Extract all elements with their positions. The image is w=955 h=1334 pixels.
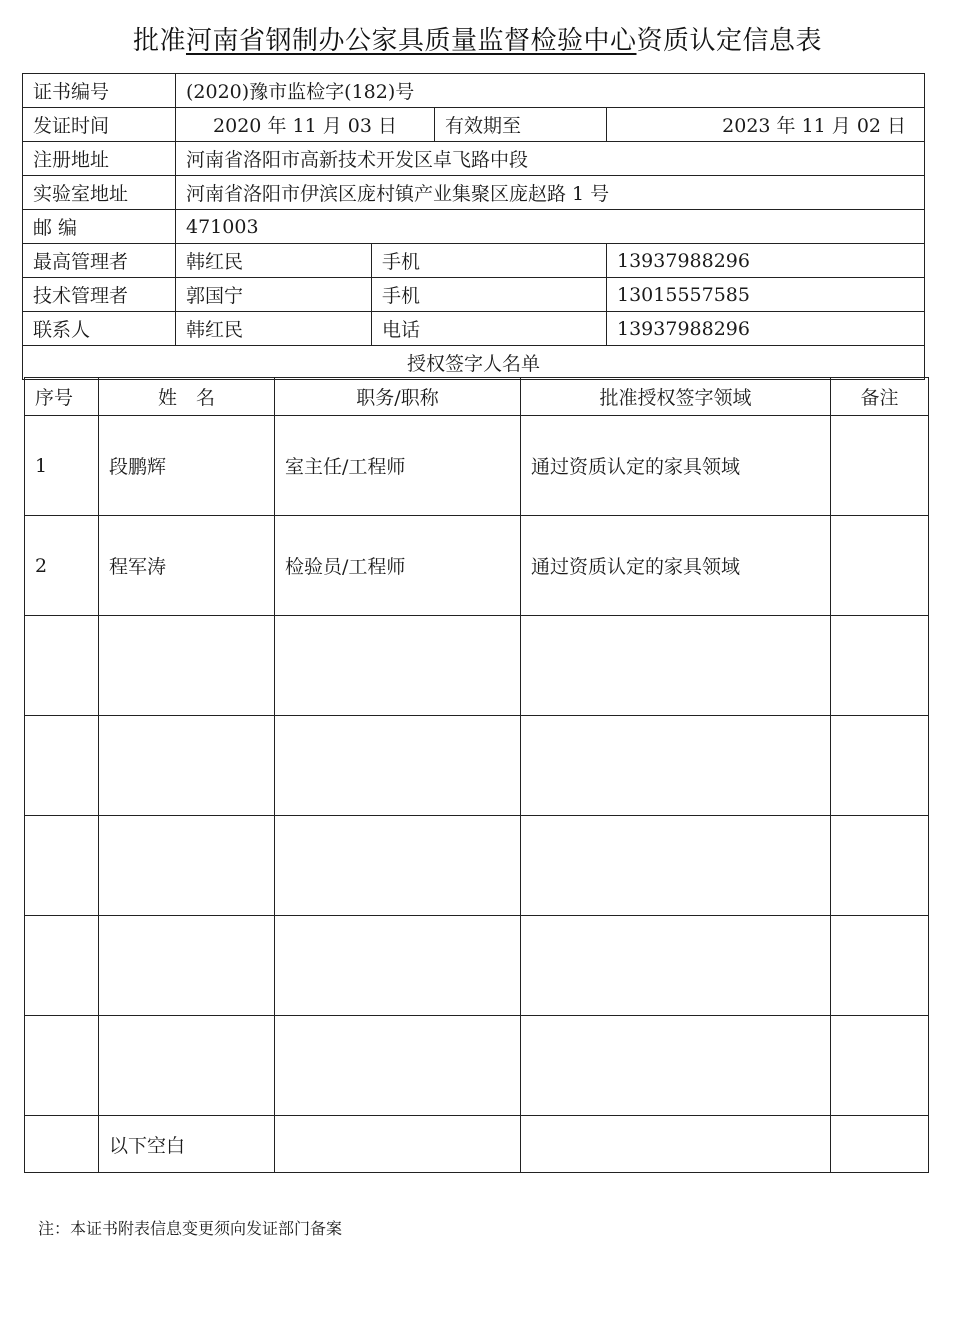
postcode-value: 471003 bbox=[176, 210, 925, 244]
tech-manager-label: 技术管理者 bbox=[23, 278, 176, 312]
cert-no-row bbox=[23, 74, 925, 108]
footnote: 注：本证书附表信息变更须向发证部门备案 bbox=[38, 1219, 343, 1238]
top-manager-phone-label: 手机 bbox=[372, 244, 607, 278]
valid-until-value: 2023 年 11 月 02 日 bbox=[607, 108, 925, 142]
contact-label: 联系人 bbox=[23, 312, 176, 346]
top-manager-row bbox=[23, 244, 925, 278]
header-name: 姓 名 bbox=[99, 378, 275, 416]
contact-value: 韩红民 bbox=[176, 312, 372, 346]
reg-address-label: 注册地址 bbox=[23, 142, 176, 176]
header-remark: 备注 bbox=[831, 378, 929, 416]
cert-no-label: 证书编号 bbox=[23, 74, 176, 108]
authorized-signers-table bbox=[24, 377, 929, 1173]
table-row-empty bbox=[25, 716, 929, 816]
table-row bbox=[25, 516, 929, 616]
end-marker-text: 以下空白 bbox=[99, 1116, 275, 1173]
signers-title-row bbox=[23, 346, 925, 380]
contact-phone-label: 电话 bbox=[372, 312, 607, 346]
tech-manager-row bbox=[23, 278, 925, 312]
issue-date-row bbox=[23, 108, 925, 142]
top-manager-label: 最高管理者 bbox=[23, 244, 176, 278]
title-organization: 河南省钢制办公家具质量监督检验中心 bbox=[185, 26, 637, 56]
valid-until-label: 有效期至 bbox=[435, 108, 607, 142]
top-manager-value: 韩红民 bbox=[176, 244, 372, 278]
tech-manager-phone-value: 13015557585 bbox=[607, 278, 925, 312]
contact-row bbox=[23, 312, 925, 346]
lab-address-value: 河南省洛阳市伊滨区庞村镇产业集聚区庞赵路 1 号 bbox=[176, 176, 925, 210]
signer-scope: 通过资质认定的家具领域 bbox=[521, 516, 831, 616]
signer-name: 程军涛 bbox=[99, 516, 275, 616]
table-row bbox=[25, 416, 929, 516]
signer-title: 检验员/工程师 bbox=[275, 516, 521, 616]
signer-scope: 通过资质认定的家具领域 bbox=[521, 416, 831, 516]
signer-no: 2 bbox=[25, 516, 99, 616]
signers-section-title: 授权签字人名单 bbox=[23, 346, 925, 380]
title-suffix: 资质认定信息表 bbox=[636, 26, 823, 56]
signer-name: 段鹏辉 bbox=[99, 416, 275, 516]
tech-manager-value: 郭国宁 bbox=[176, 278, 372, 312]
table-row-empty bbox=[25, 616, 929, 716]
top-manager-phone-value: 13937988296 bbox=[607, 244, 925, 278]
postcode-row bbox=[23, 210, 925, 244]
header-scope: 批准授权签字领域 bbox=[521, 378, 831, 416]
header-title: 职务/职称 bbox=[275, 378, 521, 416]
title-prefix: 批准 bbox=[132, 26, 186, 56]
signer-remark bbox=[831, 516, 929, 616]
contact-phone-value: 13937988296 bbox=[607, 312, 925, 346]
lab-address-row bbox=[23, 176, 925, 210]
qualification-info-table bbox=[22, 73, 925, 380]
tech-manager-phone-label: 手机 bbox=[372, 278, 607, 312]
table-row-empty bbox=[25, 1016, 929, 1116]
reg-address-value: 河南省洛阳市高新技术开发区卓飞路中段 bbox=[176, 142, 925, 176]
signers-header-row bbox=[25, 378, 929, 416]
table-row-end bbox=[25, 1116, 929, 1173]
issue-date-value: 2020 年 11 月 03 日 bbox=[176, 108, 435, 142]
header-no: 序号 bbox=[25, 378, 99, 416]
signer-no: 1 bbox=[25, 416, 99, 516]
table-row-empty bbox=[25, 816, 929, 916]
cert-no-value: (2020)豫市监检字(182)号 bbox=[176, 74, 925, 108]
reg-address-row bbox=[23, 142, 925, 176]
issue-date-label: 发证时间 bbox=[23, 108, 176, 142]
page-title bbox=[0, 20, 955, 57]
table-row-empty bbox=[25, 916, 929, 1016]
lab-address-label: 实验室地址 bbox=[23, 176, 176, 210]
postcode-label: 邮 编 bbox=[23, 210, 176, 244]
signer-remark bbox=[831, 416, 929, 516]
signer-title: 室主任/工程师 bbox=[275, 416, 521, 516]
